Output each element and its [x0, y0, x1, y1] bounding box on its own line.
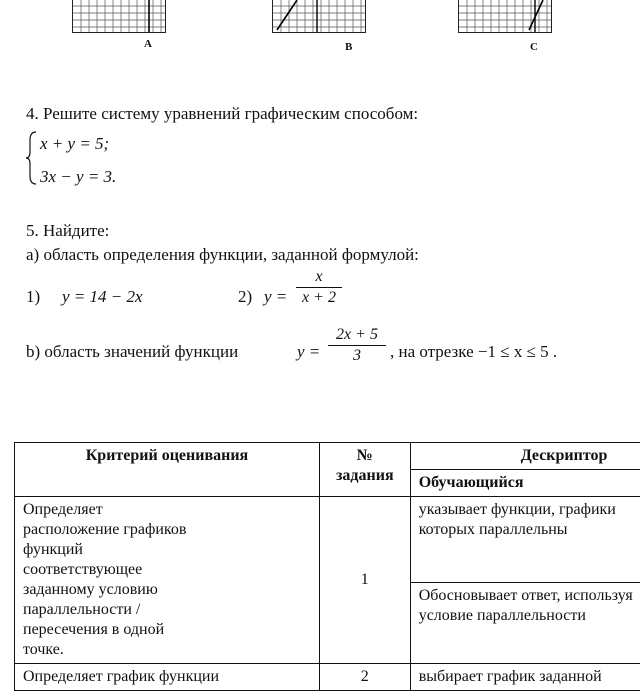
- item2-denominator: x + 2: [296, 289, 342, 307]
- table-row: [15, 497, 640, 583]
- item1-formula: y = 14 − 2x: [62, 287, 143, 307]
- part-b-numerator: 2x + 5: [328, 326, 386, 344]
- part-b-interval: , на отрезке −1 ≤ x ≤ 5 .: [390, 342, 557, 362]
- graph-a: [72, 0, 166, 33]
- row1-descriptor-1: указывает функции, графики которых параллельны: [410, 497, 640, 583]
- student-subheader: Обучающийся: [410, 470, 640, 497]
- criterion-header: Критерий оценивания: [15, 443, 320, 497]
- table-header-row: [15, 443, 640, 470]
- item2-number: 2): [238, 287, 252, 307]
- graph-c: [458, 0, 552, 33]
- row2-task: 2: [319, 664, 410, 691]
- part-b-denominator: 3: [328, 347, 386, 365]
- graph-c-label: C: [530, 41, 538, 53]
- assessment-table: [14, 442, 640, 691]
- graph-b-grid: [273, 0, 365, 32]
- part-b-lhs: y =: [297, 342, 320, 362]
- table-row: [15, 664, 640, 691]
- item2-numerator: x: [296, 268, 342, 286]
- task4-eq1: x + y = 5;: [40, 134, 109, 154]
- row1-criterion: Определяет расположение графиков функций соответствующее заданному условию параллельности / пересечения в одной точке.: [15, 497, 320, 664]
- graph-c-grid: [459, 0, 551, 32]
- item1-number: 1): [26, 287, 40, 307]
- item2-fraction: [296, 268, 342, 307]
- fraction-bar: [296, 287, 342, 288]
- item2-lhs: y =: [264, 287, 287, 307]
- row1-descriptor-2: Обосновывает ответ, используя условие параллельности: [410, 583, 640, 664]
- graph-a-label: A: [144, 38, 152, 50]
- descriptor-header: Дескриптор: [410, 443, 640, 470]
- system-brace: [26, 130, 38, 186]
- task-word: задания: [336, 467, 394, 484]
- row2-descriptor-1: выбирает график заданной: [410, 664, 640, 691]
- task-number-header: [319, 443, 410, 497]
- task5-heading: 5. Найдите:: [26, 221, 109, 241]
- graph-b: [272, 0, 366, 33]
- graph-b-label: B: [345, 41, 352, 53]
- number-sign: №: [357, 447, 373, 464]
- graph-a-grid: [73, 0, 165, 32]
- task4-heading: 4. Решите систему уравнений графическим способом:: [26, 104, 418, 124]
- fraction-bar: [328, 345, 386, 346]
- task5-part-a: a) область определения функции, заданной формулой:: [26, 245, 419, 265]
- part-b-fraction: [328, 326, 386, 365]
- task5-part-b: b) область значений функции: [26, 342, 238, 362]
- task4-eq2: 3x − y = 3.: [40, 167, 116, 187]
- row1-task: 1: [319, 497, 410, 664]
- row2-criterion: Определяет график функции: [15, 664, 320, 691]
